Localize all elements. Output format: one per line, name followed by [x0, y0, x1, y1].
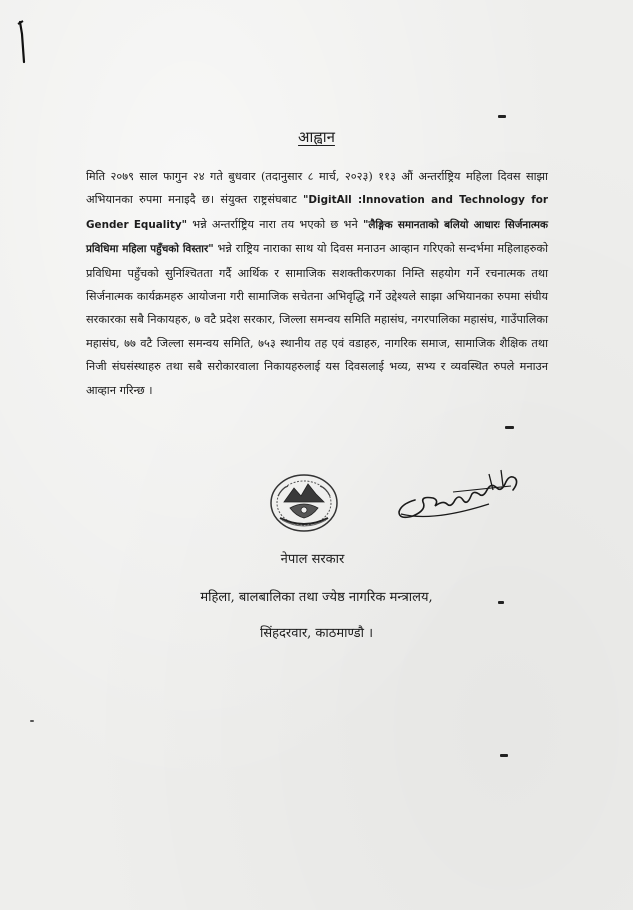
national-slogan: "लैङ्गिक समानताको बलियो आधारः सिर्जनात्मक प्रविधिमा महिला पहुँचको विस्तार": [86, 218, 549, 256]
handwritten-signature: [393, 460, 533, 530]
paragraph-text-3: भन्ने राष्ट्रिय नाराका साथ यो दिवस मनाउन आव्हान गरिएको सन्दर्भमा महिलाहरुको प्रविधिमा पहुँचको सुनिश्चितता गर्दै आर्थिक र सामाजिक सशक्तीकरणका निम्ति सहयोग गर्ने रचनात्मक तथा सिर्जनात्मक कार्यक्रमहरु आयोजना गरी सामाजिक सचेतना अभिवृद्धि गर्ने उद्देश्यले साझा अभियानका रुपमा संघीय सरकारका सबै निकायहरु, ७ वटै प्रदेश सरकार, जिल्ला समन्वय समिति महासंघ, नगरपालिका महासंघ, गाउँपालिका महासंघ, ७७ वटै जिल्ला समन्वय समिति, ७५३ स्थानीय तह एवं वडाहरु, नागरिक समाज, सामाजिक शैक्षिक तथा निजी संघसंस्थाहरु तथा सबै सरोकारवाला निकायहरुलाई यस दिवसलाई भव्य, सभ्य र व्यवस्थित रुपले मनाउन आव्हान गरिन्छ ।: [86, 242, 548, 397]
international-slogan: "DigitAll :Innovation and Technology for Gender Equality": [86, 194, 548, 231]
scan-speck: [30, 720, 34, 722]
announcement-paragraph: [86, 165, 548, 402]
ministry-name: महिला, बालबालिका तथा ज्येष्ठ नागरिक मन्त्रालय,: [200, 590, 433, 605]
nepal-emblem-icon: [268, 472, 340, 534]
paragraph-text-2: भन्ने अन्तर्राष्ट्रिय नारा तय भएको छ भने: [187, 217, 363, 231]
ministry-address: सिंहदरवार, काठमाण्डौ ।: [259, 626, 374, 641]
scan-speck: [498, 601, 504, 604]
scan-speck: [500, 754, 508, 757]
scan-speck: [498, 115, 506, 118]
scan-speck: [505, 426, 514, 429]
margin-mark-icon: [14, 18, 34, 64]
document-title: आह्वान: [298, 128, 335, 146]
government-name: नेपाल सरकार: [280, 552, 345, 567]
paragraph-text-1: मिति २०७९ साल फागुन २४ गते बुधवार (तदानुसार ८ मार्च, २०२३) ११३ औं अन्तर्राष्ट्रिय महिला दिवस साझा अभियानका रुपमा मनाइदै छ। संयुक्त राष्ट्रसंघबाट: [86, 170, 548, 207]
